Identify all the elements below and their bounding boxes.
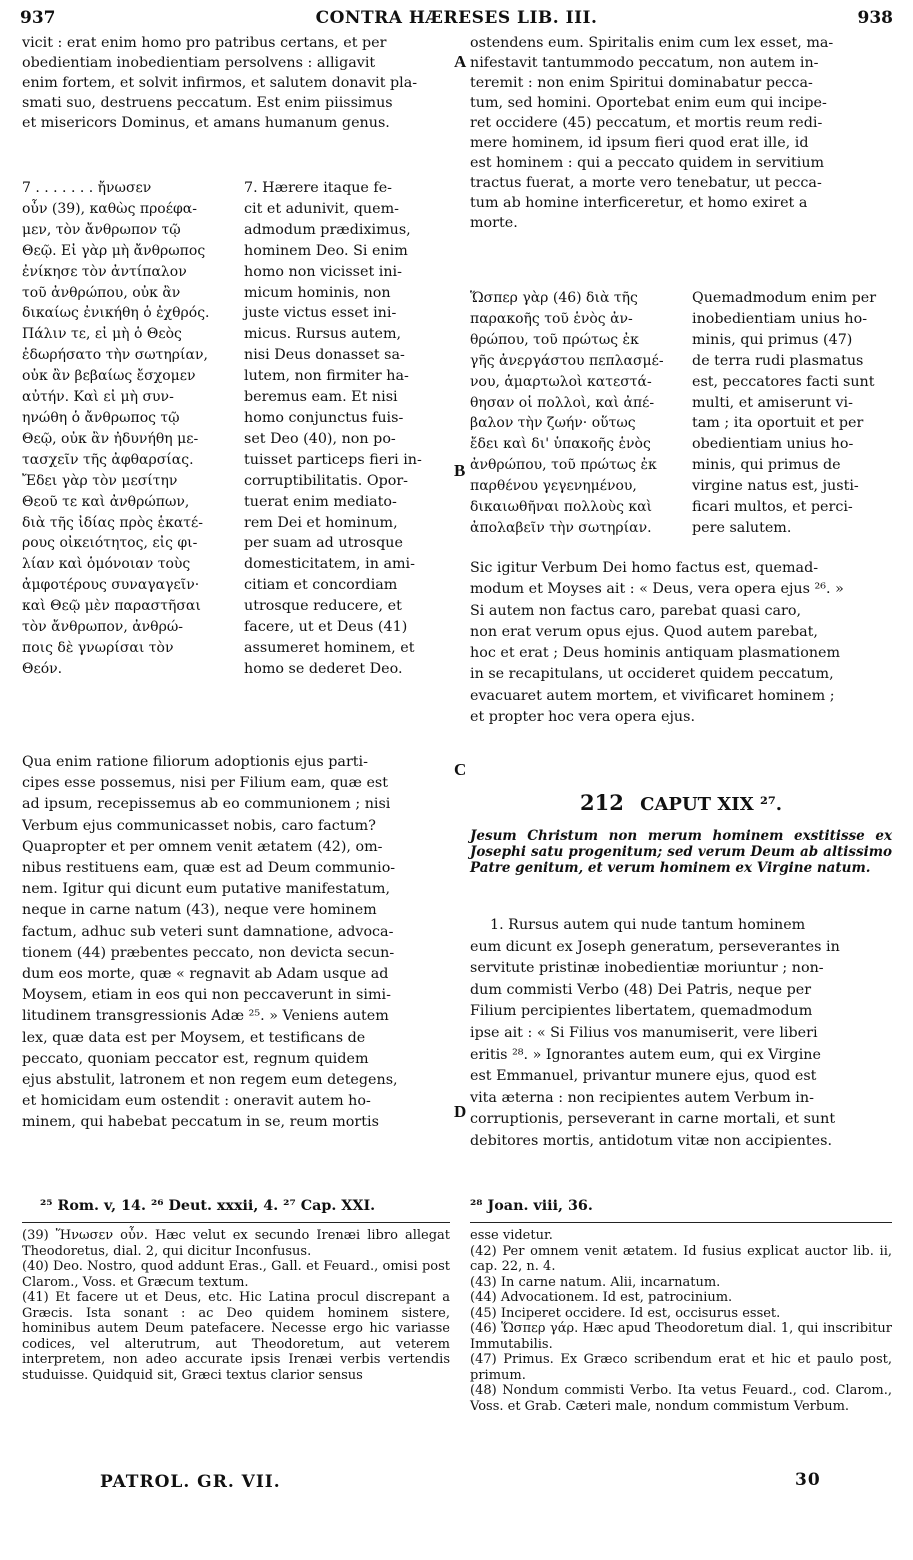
- greek-line: παρακοῆς τοῦ ἑνὸς ἀν-: [470, 310, 633, 327]
- right-intro-paragraph: [470, 33, 892, 233]
- chapter-summary: Jesum Christum non merum hominem exstitisse ex Josephi satu progenitum; sed verum Deum ab altissimo Patre genitum, et verum hominem ex Virgine natum.: [470, 828, 892, 876]
- text-line: servitute pristinæ inobedientiæ moriuntur ; non-: [470, 960, 824, 977]
- right-note-rule: [470, 1222, 892, 1223]
- text-line: ad ipsum, recepissemus ab eo communionem ; nisi: [22, 796, 391, 813]
- text-line: ostendens eum. Spiritalis enim cum lex esset, ma-: [470, 35, 834, 51]
- text-line: enim fortem, et solvit infirmos, et salutem donavit pla-: [22, 75, 418, 91]
- note: (40) Deo. Nostro, quod addunt Eras., Gall. et Feuard., omisi post Clarom., Voss. et Græcum textum.: [22, 1259, 450, 1290]
- greek-line: διὰ τῆς ἰδίας πρὸς ἑκατέ-: [22, 514, 203, 531]
- latin-line: multi, et amiserunt vi-: [692, 394, 853, 411]
- text-line: eritis ²⁸. » Ignorantes autem eum, qui ex Virgine: [470, 1046, 821, 1063]
- latin-line: homo non vicisset ini-: [244, 263, 402, 280]
- latin-line: rem Dei et hominum,: [244, 514, 398, 531]
- text-line: teremit : non enim Spiritui dominabatur pecca-: [470, 75, 813, 91]
- greek-line: λίαν καὶ ὁμόνοιαν τοὺς: [22, 556, 191, 573]
- latin-line: micus. Rursus autem,: [244, 326, 402, 343]
- latin-line: minis, qui primus (47): [692, 331, 853, 348]
- footer-series-label: PATROL. GR. VII.: [100, 1472, 281, 1492]
- chapter-body: [470, 915, 892, 1153]
- latin-line: juste victus esset ini-: [244, 305, 397, 322]
- greek-line: μεν, τὸν ἄνθρωπον τῷ: [22, 221, 181, 238]
- text-line: nem. Igitur qui dicunt eum putative manifestatum,: [22, 881, 391, 898]
- text-line: morte.: [470, 215, 518, 231]
- latin-line: minis, qui primus de: [692, 457, 841, 474]
- greek-line: τοῦ ἀνθρώπου, οὐκ ἂν: [22, 284, 181, 301]
- latin-line: lutem, non firmiter ha-: [244, 368, 409, 385]
- left-greek-column: [22, 178, 234, 680]
- latin-line: tuisset particeps fieri in-: [244, 451, 422, 468]
- latin-line: obedientiam unius ho-: [692, 436, 854, 453]
- text-line: est hominem : qui a peccato quidem in servitium: [470, 155, 825, 171]
- greek-line: τὸν ἄνθρωπον, ἀνθρώ-: [22, 619, 183, 636]
- greek-line: Θεοῦ τε καὶ ἀνθρώπων,: [22, 493, 190, 510]
- text-line: in se recapitulans, ut occideret quidem peccatum,: [470, 666, 834, 683]
- greek-line: βαλον τὴν ζωήν· οὕτως: [470, 415, 636, 432]
- latin-line: est, peccatores facti sunt: [692, 373, 875, 390]
- greek-line: οὖν (39), καθὼς προέφα-: [22, 200, 197, 217]
- note: (47) Primus. Ex Græco scribendum erat et hic et paulo post, primum.: [470, 1352, 892, 1383]
- note: esse videtur.: [470, 1228, 553, 1243]
- margin-letter-a: A: [454, 52, 467, 71]
- greek-line: θρώπου, τοῦ πρώτως ἐκ: [470, 331, 639, 348]
- latin-line: nisi Deus donasset sa-: [244, 347, 405, 364]
- greek-line: ρους οἰκειότητος, εἰς φι-: [22, 535, 198, 552]
- text-line: peccato, quoniam peccator est, regnum quidem: [22, 1050, 369, 1067]
- text-line: ret occidere (45) peccatum, et mortis reum redi-: [470, 115, 823, 131]
- text-line: Verbum ejus communicasset nobis, caro factum?: [22, 817, 376, 834]
- text-line: et misericors Dominus, et amans humanum genus.: [22, 115, 390, 131]
- text-line: Filium percipientes libertatem, quemadmodum: [470, 1003, 813, 1020]
- chapter-heading: [470, 790, 892, 815]
- left-note-rule: [22, 1222, 450, 1223]
- left-page-number: 937: [20, 8, 56, 28]
- text-line: Quapropter et per omnem venit ætatem (42), om-: [22, 838, 383, 855]
- latin-line: per suam ad utrosque: [244, 535, 403, 552]
- margin-letter-c: C: [454, 760, 467, 779]
- text-line: 1. Rursus autem qui nude tantum hominem: [490, 917, 806, 933]
- latin-line: Quemadmodum enim per: [692, 290, 877, 306]
- greek-line: ἀμφοτέρους συναγαγεῖν·: [22, 577, 200, 594]
- latin-line: homo se dederet Deo.: [244, 660, 403, 677]
- note: (41) Et facere ut et Deus, etc. Hic Latina procul discrepant a Græcis. Ista sonant : ac Deo quidem hominem sistere, hominibus autem Deum patefacere. Necesse ergo hic variasse codices, vel alterutrum, aut Theodoretum, aut veterem interpretem, non adeo accurate ipsis Irenæi verbis vertendis studuisse. Quidquid sit, Græci textus clarior sensus: [22, 1290, 450, 1383]
- latin-line: tuerat enim mediato-: [244, 493, 397, 510]
- left-footnote-references: ²⁵ Rom. v, 14. ²⁶ Deut. xxxii, 4. ²⁷ Cap. XXI.: [40, 1198, 376, 1214]
- greek-line: δικαίως ἐνικήθη ὁ ἐχθρός.: [22, 305, 210, 322]
- margin-letter-d: D: [454, 1102, 467, 1121]
- latin-line: citiam et concordiam: [244, 577, 398, 594]
- greek-line: καὶ Θεῷ μὲν παραστῆσαι: [22, 598, 201, 615]
- latin-line: virgine natus est, justi-: [692, 478, 859, 495]
- latin-line: beremus eam. Et nisi: [244, 389, 398, 406]
- greek-line: οὐκ ἂν βεβαίως ἔσχομεν: [22, 368, 196, 385]
- left-body-paragraph: [22, 752, 450, 1134]
- text-line: lex, quæ data est per Moysem, et testificans de: [22, 1029, 366, 1046]
- latin-line: cit et adunivit, quem-: [244, 200, 399, 217]
- latin-line: de terra rudi plasmatus: [692, 352, 864, 369]
- latin-line: micum hominis, non: [244, 284, 391, 301]
- right-notes: [470, 1228, 892, 1414]
- text-line: tum, sed homini. Oportebat enim eum qui incipe-: [470, 95, 827, 111]
- running-title: CONTRA HÆRESES LIB. III.: [315, 8, 598, 28]
- latin-line: assumeret hominem, et: [244, 639, 415, 656]
- text-line: tionem (44) præbentes peccato, non devicta secun-: [22, 944, 395, 961]
- text-line: dum eos morte, quæ « regnavit ab Adam usque ad: [22, 966, 389, 983]
- left-notes: [22, 1228, 450, 1383]
- text-line: Qua enim ratione filiorum adoptionis ejus parti-: [22, 754, 368, 770]
- latin-line: inobedientiam unius ho-: [692, 310, 868, 327]
- text-line: ipse ait : « Si Filius vos manumiserit, vere liberi: [470, 1024, 818, 1041]
- note: (39) Ἥνωσεν οὖν. Hæc velut ex secundo Irenæi libro allegat Theodoretus, dial. 2, qui dicitur Inconfusus.: [22, 1228, 450, 1259]
- note: (42) Per omnem venit ætatem. Id fusius explicat auctor lib. ii, cap. 22, n. 4.: [470, 1243, 892, 1274]
- text-line: et propter hoc vera opera ejus.: [470, 709, 695, 726]
- text-line: litudinem transgressionis Adæ ²⁵. » Veniens autem: [22, 1008, 389, 1025]
- latin-line: corruptibilitatis. Opor-: [244, 472, 408, 489]
- greek-line: Ὥσπερ γὰρ (46) διὰ τῆς: [470, 290, 638, 306]
- greek-line: Θεόν.: [22, 660, 63, 677]
- text-line: non erat verum opus ejus. Quod autem parebat,: [470, 623, 818, 640]
- latin-line: admodum prædiximus,: [244, 221, 411, 238]
- latin-line: ficari multos, et perci-: [692, 499, 853, 516]
- left-latin-column: [244, 178, 450, 680]
- text-line: vicit : erat enim homo pro patribus certans, et per: [22, 35, 387, 51]
- greek-line: 7 . . . . . . . ἤνωσεν: [22, 180, 152, 196]
- text-line: Si autem non factus caro, parebat quasi caro,: [470, 602, 802, 619]
- latin-line: facere, ut et Deus (41): [244, 619, 408, 636]
- greek-line: ἐδωρήσατο τὴν σωτηρίαν,: [22, 347, 208, 364]
- text-line: et homicidam eum ostendit : oneravit autem ho-: [22, 1093, 371, 1110]
- footer-sheet-number: 30: [795, 1470, 821, 1490]
- text-line: evacuaret autem mortem, et vivificaret hominem ;: [470, 687, 835, 704]
- greek-line: νου, ἁμαρτωλοὶ κατεστά-: [470, 373, 652, 390]
- text-line: eum dicunt ex Joseph generatum, perseverantes in: [470, 938, 840, 955]
- right-footnote-references: ²⁸ Joan. viii, 36.: [470, 1198, 593, 1214]
- text-line: Sic igitur Verbum Dei homo factus est, quemad-: [470, 560, 819, 576]
- text-line: smati suo, destruens peccatum. Est enim piissimus: [22, 95, 393, 111]
- right-page-number: 938: [857, 8, 893, 28]
- right-greek-column: [470, 288, 680, 539]
- text-line: tum ab homine interficeretur, et homo exiret a: [470, 195, 808, 211]
- latin-line: 7. Hærere itaque fe-: [244, 180, 393, 196]
- note: (44) Advocationem. Id est, patrocinium.: [470, 1290, 733, 1305]
- text-line: hoc et erat ; Deus hominis antiquam plasmationem: [470, 645, 841, 662]
- greek-line: ηνώθη ὁ ἄνθρωπος τῷ: [22, 409, 180, 426]
- greek-line: ποις δὲ γνωρίσαι τὸν: [22, 639, 174, 656]
- greek-line: τασχεῖν τῆς ἀφθαρσίας.: [22, 451, 194, 468]
- latin-line: utrosque reducere, et: [244, 598, 402, 615]
- text-line: corruptionis, perseverant in carne mortali, et sunt: [470, 1111, 836, 1128]
- greek-line: ἐνίκησε τὸν ἀντίπαλον: [22, 263, 187, 280]
- greek-line: γῆς ἀνεργάστου πεπλασμέ-: [470, 352, 664, 369]
- column-number: 212: [580, 790, 624, 815]
- text-line: mere hominem, id ipsum fieri quod erat ille, id: [470, 135, 809, 151]
- text-line: factum, adhuc sub veteri sunt damnatione, advoca-: [22, 923, 394, 940]
- text-line: dum commisti Verbo (48) Dei Patris, neque per: [470, 981, 812, 998]
- note: (45) Inciperet occidere. Id est, occisurus esset.: [470, 1305, 781, 1321]
- text-line: tractus fuerat, a morte vero tenebatur, ut pecca-: [470, 175, 822, 191]
- latin-line: set Deo (40), non po-: [244, 430, 396, 447]
- greek-line: ἔδει καὶ δι' ὑπακοῆς ἑνὸς: [470, 436, 651, 453]
- greek-line: Θεῷ, οὐκ ἂν ἠδυνήθη με-: [22, 430, 199, 447]
- text-line: debitores mortis, antidotum vitæ non accipientes.: [470, 1132, 833, 1149]
- greek-line: Θεῷ. Εἰ γὰρ μὴ ἄνθρωπος: [22, 242, 206, 259]
- text-line: cipes esse possemus, nisi per Filium eam, quæ est: [22, 775, 388, 792]
- text-line: neque in carne natum (43), neque vere hominem: [22, 902, 377, 919]
- latin-line: domesticitatem, in ami-: [244, 556, 415, 573]
- text-line: vita æterna : non recipientes autem Verbum in-: [470, 1089, 814, 1106]
- margin-letter-b: B: [454, 461, 466, 480]
- latin-line: tam ; ita oportuit et per: [692, 415, 864, 432]
- right-body-paragraph: [470, 558, 892, 728]
- text-line: nifestavit tantummodo peccatum, non autem in-: [470, 55, 819, 71]
- text-line: ejus abstulit, latronem et non regem eum detegens,: [22, 1072, 398, 1089]
- latin-line: homo conjunctus fuis-: [244, 409, 404, 426]
- greek-line: θησαν οἱ πολλοὶ, καὶ ἀπέ-: [470, 394, 655, 411]
- greek-line: δικαιωθῆναι πολλοὺς καὶ: [470, 499, 653, 516]
- greek-line: Πάλιν τε, εἰ μὴ ὁ Θεὸς: [22, 326, 182, 343]
- note: (48) Nondum commisti Verbo. Ita vetus Feuard., cod. Clarom., Voss. et Grab. Cæteri male, nondum commistum Verbum.: [470, 1383, 892, 1414]
- right-latin-column: [692, 288, 892, 539]
- latin-line: pere salutem.: [692, 519, 792, 536]
- text-line: obedientiam inobedientiam persolvens : alligavit: [22, 55, 376, 71]
- latin-line: hominem Deo. Si enim: [244, 242, 408, 259]
- greek-line: ἀνθρώπου, τοῦ πρώτως ἐκ: [470, 457, 657, 474]
- greek-line: παρθένου γεγενημένου,: [470, 478, 637, 495]
- greek-line: ἀπολαβεῖν τὴν σωτηρίαν.: [470, 519, 652, 536]
- text-line: nibus restituens eam, quæ est ad Deum communio-: [22, 860, 396, 877]
- text-line: Moysem, etiam in eos qui non peccaverunt in simi-: [22, 987, 391, 1004]
- left-intro-paragraph: [22, 33, 450, 133]
- text-line: minem, qui habebat peccatum in se, reum mortis: [22, 1114, 379, 1131]
- text-line: est Emmanuel, privantur munere ejus, quod est: [470, 1068, 817, 1085]
- note: (43) In carne natum. Alii, incarnatum.: [470, 1274, 721, 1290]
- chapter-title: CAPUT XIX ²⁷.: [640, 794, 782, 815]
- text-line: modum et Moyses ait : « Deus, vera opera ejus ²⁶. »: [470, 581, 844, 598]
- greek-line: αὐτήν. Καὶ εἰ μὴ συν-: [22, 389, 174, 406]
- note: (46) Ὥσπερ γάρ. Hæc apud Theodoretum dial. 1, qui inscribitur Immutabilis.: [470, 1321, 892, 1352]
- greek-line: Ἔδει γὰρ τὸν μεσίτην: [22, 472, 178, 489]
